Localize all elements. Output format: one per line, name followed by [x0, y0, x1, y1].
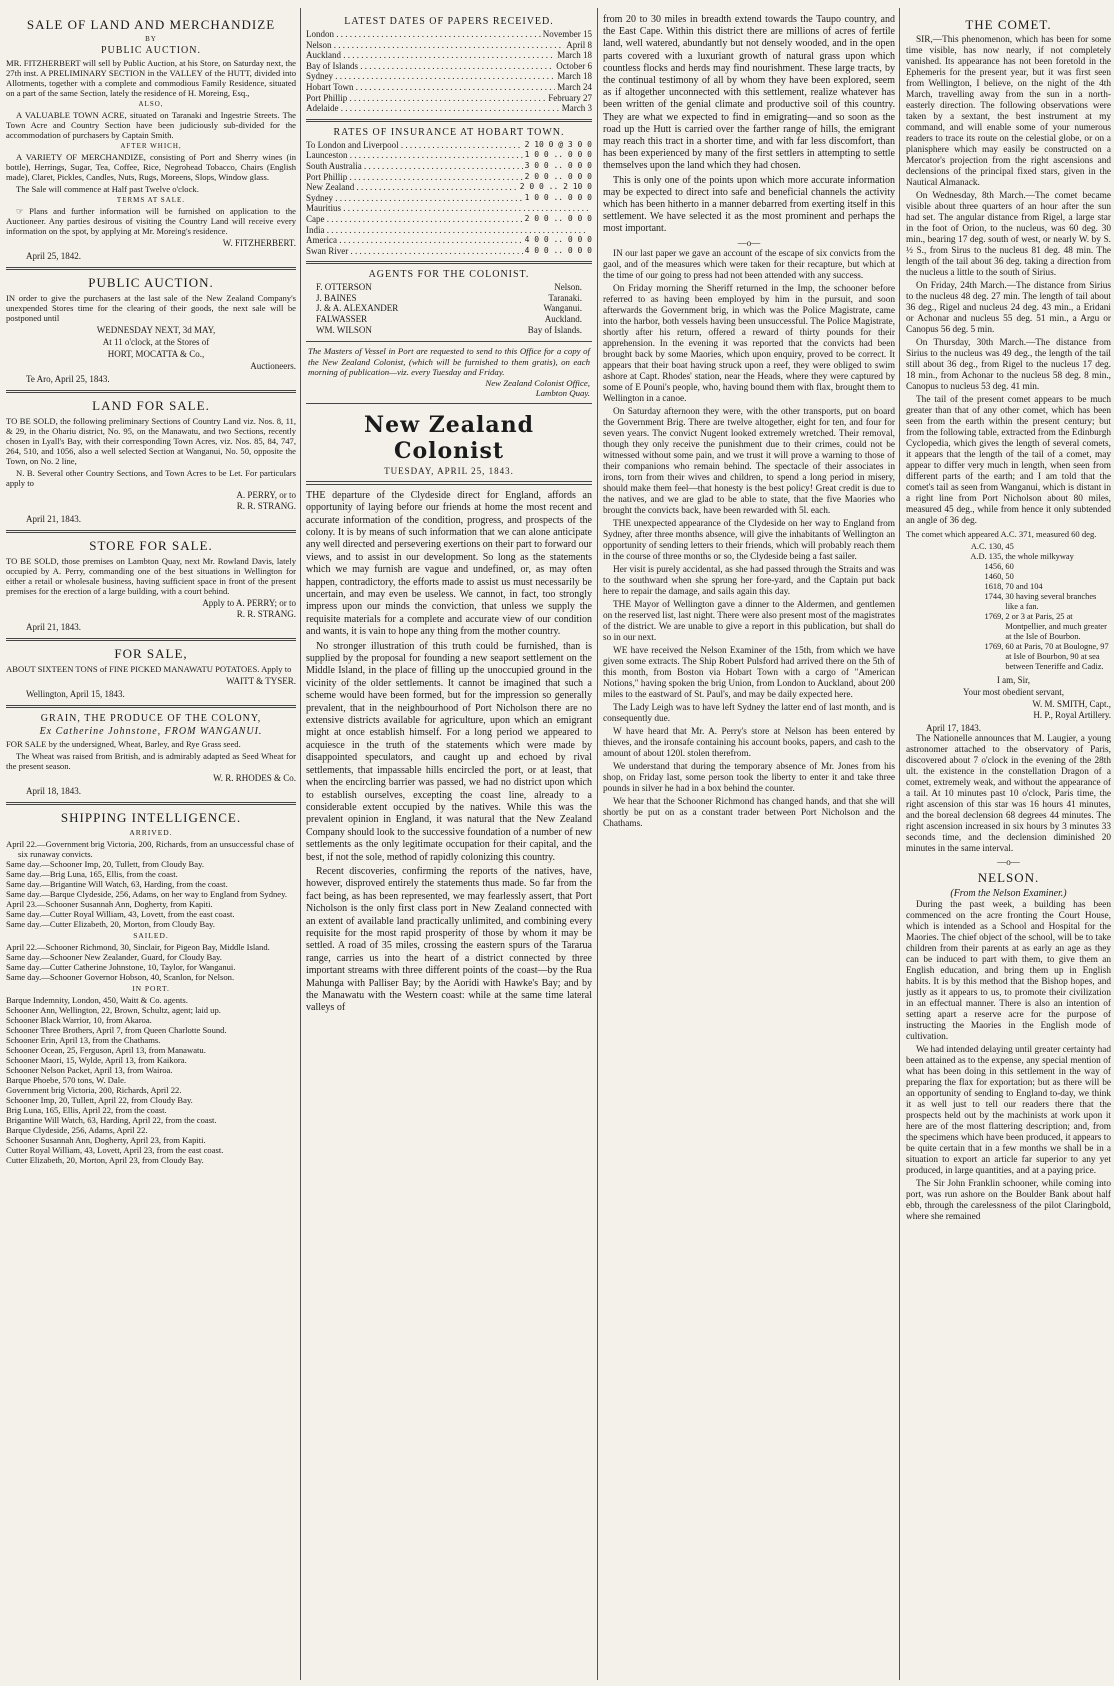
rate-cell	[590, 225, 592, 236]
list-item: Same day.—Cutter Royal William, 43, Lovett, from the east coast.	[6, 909, 235, 919]
place-cell: Launceston . . .	[306, 150, 523, 161]
rate-cell: 4 0 0 .. 0 0 0	[524, 235, 592, 245]
date-cell: March 3	[561, 103, 592, 114]
advert-title: STORE FOR SALE.	[89, 538, 213, 553]
column-2	[306, 14, 592, 1680]
advert-where: At 11 o'clock, at the Stores of	[102, 337, 210, 347]
advert-date: Te Aro, April 25, 1843.	[26, 374, 110, 384]
advert-text: MR. FITZHERBERT will sell by Public Auction, at his Store, on Saturday next, the 27th inst. A PRELIMINARY SECTION in the VALLEY of the HUTT, divided into Allotments, together with a complete and commodious Family Residence, situated on a part of the same Section, lately the residence of H. Moreing, Esq.,	[6, 58, 296, 98]
agent-name-cell: F. OTTERSON	[316, 282, 372, 293]
column-rule	[597, 8, 598, 1680]
table-row	[306, 172, 592, 183]
list-item: Same day.—Brigantine Will Watch, 63, Harding, from the coast.	[6, 879, 228, 889]
year-cell: A.C. 130,	[970, 542, 1004, 551]
advert-date: April 21, 1843.	[26, 622, 81, 632]
list-item: Schooner Three Brothers, April 7, from Queen Charlotte Sound.	[6, 1025, 227, 1035]
advert-title: SALE OF LAND AND MERCHANDIZE	[26, 17, 276, 32]
table-row	[906, 582, 1111, 592]
section-title: AGENTS FOR THE COLONIST.	[368, 269, 530, 281]
place-cell: Bay of Islands . . .	[306, 61, 554, 72]
comet-table-intro: The comet which appeared A.C. 371, measured 60 deg.	[906, 529, 1097, 539]
degree-cell: 60 at Paris, 70 at Boulogne, 97 at Isle of Bourbon, 90 at sea between Teneriffe and Cadiz.	[1005, 642, 1109, 671]
section-title: RATES OF INSURANCE AT HOBART TOWN.	[333, 126, 565, 138]
list-item: Barque Clydeside, 256, Adams, April 22.	[6, 1125, 148, 1135]
list-item: Brig Luna, 165, Ellis, April 22, from the coast.	[6, 1105, 167, 1115]
article-text: The Lady Leigh was to have left Sydney the latter end of last month, and is consequently due.	[603, 702, 895, 724]
table-row	[306, 214, 592, 225]
date-cell: April 8	[566, 39, 592, 50]
article-text: IN our last paper we gave an account of the escape of six convicts from the gaol, and of the measures which were taken for their recapture, but which at the time of our going to press had not been attended with any success.	[603, 248, 895, 281]
place-cell: Hobart Town . . .	[306, 82, 555, 93]
table-row	[306, 40, 592, 51]
column-3	[603, 14, 895, 1680]
table-row	[306, 71, 592, 82]
list-item: Schooner Susannah Ann, Dogherty, April 23, from Kapiti.	[6, 1135, 206, 1145]
list-item: Cutter Elizabeth, 20, Morton, April 23, from Cloudy Bay.	[6, 1155, 204, 1165]
rate-cell: 2 0 0 .. 0 0 0	[524, 213, 592, 223]
place-cell: Port Phillip . . .	[306, 172, 523, 183]
article-text: W have heard that Mr. A. Perry's store at Nelson has been entered by thieves, and the ironsafe containing his account books, papers, and cash to the amount of about 120l. stolen therefrom.	[603, 726, 895, 759]
place-cell: Swan River . . .	[306, 246, 523, 257]
place-cell: Auckland . . .	[306, 50, 555, 61]
sailed-label: SAILED.	[133, 931, 169, 940]
article-text: On Wednesday, 8th March.—The comet became visible about three quarters of an hour after the sun had set. The angular distance from Rigel, a large star in the foot of Orion, to the nucleus, was 60 deg. 30 min., bearing 17 deg. south of west, or nearly W. by S. ½ S., from Sirus to the nucleus 81 deg. 48 min. The length of the tail about 36 deg. taking a direction from the nucleus a little to the south of Sirius.	[906, 191, 1111, 278]
table-row	[306, 29, 592, 40]
land-sale-advert	[6, 398, 296, 525]
advert-who: HORT, MOCATTA & Co.,	[107, 349, 205, 359]
article-text: from 20 to 30 miles in breadth extend towards the Taupo country, and the East Cape. Within this district there are millions of acres of fertile land, well watered, abundantly but not densely wooded, and in the open parts covered with a luxuriant growth of natural grass upon which countless flocks and herds may find nourishment. These large tracts, by the continual testimony of all by whom they have been explored, seem as if altogether unconnected with this settlement, realize whatever has been written of the genial climate and productive soil of this country. They are what we expected to find in emigrating—and so soon as the road up the Hutt is carried over the farther range of hills, the emigrant may reach this tract in a shorter time, and with far less discomfort, than has been experienced by many of the first settlers in attempting to settle themselves upon the land which they had chosen.	[603, 14, 895, 172]
table-row	[306, 150, 592, 161]
letter-closing: Your most obedient servant,	[962, 687, 1065, 697]
advert-when: WEDNESDAY NEXT, 3d MAY,	[96, 325, 216, 335]
article-text: THE unexpected appearance of the Clydeside on her way to England from Sydney, after three months absence, will give the inhabitants of Wellington an opportunity of sending letters to their friends, which will probably reach them in the course of three months or so, the Clydeside being a fast sailer.	[603, 518, 895, 562]
section-title: LATEST DATES OF PAPERS RECEIVED.	[344, 16, 554, 27]
place-cell: America . . .	[306, 235, 523, 246]
list-item: Same day.—Schooner Imp, 20, Tullett, from Cloudy Bay.	[6, 859, 204, 869]
year-cell: 1456,	[984, 562, 1004, 571]
divider	[6, 390, 296, 393]
agent-place-cell: Auckland.	[544, 314, 582, 325]
table-row	[906, 642, 1111, 672]
masthead: New Zealand Colonist	[363, 411, 534, 464]
list-item: April 22.—Government brig Victoria, 200, Richards, from an unsuccessful chase of six runaway convicts.	[6, 839, 295, 859]
list-item: Barque Phoebe, 570 tons, W. Dale.	[6, 1075, 127, 1085]
degree-cell: 2 or 3 at Paris, 25 at Montpellier, and much greater at the Isle of Bourbon.	[1005, 612, 1107, 641]
section-title: NELSON.	[977, 870, 1040, 885]
store-sale-advert	[6, 538, 296, 633]
advert-signature: WAITT & TYSER.	[226, 676, 296, 686]
list-item: Schooner Nelson Packet, April 13, from Wairoa.	[6, 1065, 173, 1075]
advert-terms: TERMS AT SALE.	[116, 196, 186, 204]
advert-signature: Apply to A. PERRY; or to	[202, 598, 296, 608]
advert-signature: W. FITZHERBERT.	[222, 238, 296, 248]
article-text: WE have received the Nelson Examiner of the 15th, from which we have given some extracts. The Ship Robert Pulsford had arrived there on the 5th of this month, from Boston via Hobart Town with a cargo of "American Notions," having spoken the brig Union, from London to Auckland, about 200 miles to the eastward of St. Paul's, and may be daily expected here.	[603, 645, 895, 700]
list-item: Barque Indemnity, London, 450, Waitt & Co. agents.	[6, 995, 188, 1005]
place-cell: Port Phillip . . .	[306, 93, 546, 104]
masters-notice	[306, 341, 592, 404]
advert-date: April 21, 1843.	[26, 514, 81, 524]
article-text: The Sir John Franklin schooner, while coming into port, was run ashore on the Boulder Bank about half ebb, through the carelessness of the pilot Claringbold, where she remained	[906, 1179, 1111, 1222]
date-cell: March 18	[557, 71, 592, 82]
advert-signature: A. PERRY, or to	[236, 490, 296, 500]
table-row	[316, 303, 582, 314]
advert-text: N. B. Several other Country Sections, and Town Acres to be Let. For particulars apply to	[6, 468, 296, 488]
letter-signature: W. M. SMITH, Capt.,	[1032, 699, 1111, 709]
editorial-paragraph: THE departure of the Clydeside direct for England, affords an opportunity of laying before our friends at home the most recent and accurate information of the condition, progress, and prospects of the colony. It is by means of such information that we can alone anticipate any well directed and persevering exertions on their part to forward our views, and to assist in our development. So long as the statements which we may furnish are vague and undefined, or, as may often happen, contradictory, the efforts made to assist us must necessarily be uncertain, and may even be useless. We cannot, in fact, too strongly impress upon our minds the conviction, that unless we supply the requisite materials for a complete and accurate view of our condition and wants, it is vain to hope any thing from the mother country.	[306, 489, 592, 638]
rate-cell: 2 10 0 @ 3 0 0	[524, 139, 592, 149]
year-cell: 1618,	[984, 582, 1004, 591]
advert-signature: R. R. STRANG.	[236, 501, 296, 511]
arrived-list	[6, 839, 296, 929]
table-row	[906, 542, 1111, 552]
place-cell: London . . .	[306, 29, 541, 40]
table-row	[306, 50, 592, 61]
list-item: Schooner Erin, April 13, from the Chathams.	[6, 1035, 161, 1045]
table-row	[906, 562, 1111, 572]
degree-cell: 45	[1005, 542, 1014, 551]
editorial-paragraph: No stronger illustration of this truth could be furnished, than is supplied by the proposal for founding a new seaport settlement on the Middle Island, in the place of filling up the unoccupied ground in the vicinity of the older settlements. It cannot be imagined that such a scheme would have been formed, but for the impression so generally prevalent, that in the neighbourhood of Port Nicholson there are no extensive districts available for agriculture, upon which an emigrant might at once establish himself. For a long period we appeared to acquiesce in the truth of the statements which were made by disappointed speculators, and caught up and echoed by rival settlements, that impassable hills encircled the port, or at least, that when the encircling barrier was passed, we had no district upon which to establish ourselves, excepting the coast line, already to a considerable extent occupied by the natives. While this was the prevalent opinion in England, it was natural that the New Zealand Company should look to the successive foundation of a number of new settlements as the only legitimate occupation for their capital, and the best, if not the sole, method of rapidly colonizing this country.	[306, 640, 592, 863]
advert-text: FOR SALE by the undersigned, Wheat, Barley, and Rye Grass seed.	[6, 739, 241, 749]
date-cell: February 27	[548, 92, 592, 103]
advert-text: A VALUABLE TOWN ACRE, situated on Taranaki and Ingestrie Streets. The Town Acre and Country Section have been judiciously sub-divided for the accommodation of purchasers by Captain Smith.	[6, 110, 296, 140]
degree-cell: the whole milkyway	[1005, 552, 1074, 561]
advert-title: GRAIN, THE PRODUCE OF THE COLONY,	[40, 713, 262, 724]
list-item: Same day.—Barque Clydeside, 256, Adams, on her way to England from Sydney.	[6, 889, 287, 899]
table-row	[306, 225, 592, 236]
table-row	[316, 293, 582, 304]
agent-place-cell: Wanganui.	[543, 303, 582, 314]
advert-after: AFTER WHICH,	[120, 142, 182, 150]
advert-text: The Sale will commence at Half past Twelve o'clock.	[16, 184, 199, 194]
table-row	[306, 193, 592, 204]
table-row	[316, 325, 582, 336]
column-rule	[899, 8, 900, 1680]
place-cell: Adelaide . . .	[306, 103, 560, 114]
date-cell: November 15	[542, 29, 592, 39]
agent-place-cell: Taranaki.	[548, 292, 582, 303]
agent-name-cell: J. BAINES	[316, 292, 357, 303]
article-text: This is only one of the points upon which more accurate information may be expected to direct into safe and beneficial channels the activity which has been hitherto in a manner debarred from exerting itself in this settlement. We have selected it as the most prominent and perhaps the most important.	[603, 174, 895, 235]
notice-signature: Lambton Quay.	[535, 388, 590, 399]
papers-table	[306, 16, 592, 114]
letter-closing: I am, Sir,	[996, 675, 1031, 685]
advert-text: The Wheat was raised from British, and is admirably adapted as Seed Wheat for the present season.	[6, 751, 296, 771]
article-text: Her visit is purely accidental, as she had passed through the Straits and was to the southward when she sprung her fore-yard, and the Captain put back here to repair the damage, and sails again this day.	[603, 564, 895, 597]
divider	[6, 267, 296, 270]
rate-cell: 1 0 0 .. 0 0 0	[524, 150, 592, 160]
article-text: THE Mayor of Wellington gave a dinner to the Aldermen, and gentlemen on the reserved list, last night. There were also present most of the magistrates of the district. We are unable to give a report in this publication, but shall do so in our next.	[603, 599, 895, 643]
rate-cell: 3 0 0 .. 0 0 0	[524, 160, 592, 170]
list-item: Government brig Victoria, 200, Richards, April 22.	[6, 1085, 182, 1095]
table-row	[316, 282, 582, 293]
editorial	[306, 490, 592, 1015]
list-item: Schooner Maori, 15, Wylde, April 13, from Kaikora.	[6, 1055, 187, 1065]
rate-cell	[590, 203, 592, 214]
table-row	[906, 592, 1111, 612]
column-4	[906, 14, 1111, 1680]
advert-title: FOR SALE,	[114, 646, 188, 661]
rate-cell: 1 0 0 .. 0 0 0	[524, 192, 592, 202]
place-cell: Sydney . . .	[306, 193, 523, 204]
place-cell: Cape . . .	[306, 214, 523, 225]
letter-date: April 17, 1843.	[926, 723, 981, 733]
advert-text: TO BE SOLD, those premises on Lambton Quay, next Mr. Rowland Davis, lately occupied by A. Perry, commanding one of the best situations in Wellington for either a retail or wholesale business, having sufficient space in front of the present premises for the erection of a large building, with a court behind.	[6, 556, 296, 596]
insurance-rows	[306, 140, 592, 257]
advert-signature: W. R. RHODES & Co.	[213, 773, 296, 783]
table-row	[306, 140, 592, 151]
papers-rows	[306, 29, 592, 114]
place-cell: India . . .	[306, 225, 590, 236]
place-cell: Sydney . . .	[306, 71, 555, 82]
article-text: On Friday, 24th March.—The distance from Sirius to the nucleus 48 deg. 27 min. The length of tail about 36 deg., Rigel and nucleus 24 deg. 43 min., a Eridani or Achonar and nucleus 55 deg. 51 min., a Argu or Canopus 56 deg. 5 min.	[906, 281, 1111, 335]
divider	[306, 481, 592, 485]
notice-text: The Masters of Vessel in Port are requested to send to this Office for a copy of the New Zealand Colonist, (which will be furnished to them gratis), on each morning of publication—viz. every Tuesday and Friday.	[308, 346, 590, 378]
agent-name-cell: WM. WILSON	[316, 324, 372, 335]
place-cell: Nelson . . .	[306, 40, 564, 51]
advert-title: LAND FOR SALE.	[92, 398, 210, 413]
sale-land-advert	[6, 17, 296, 262]
table-row	[306, 82, 592, 93]
table-row	[306, 246, 592, 257]
place-cell: Mauritius . . .	[306, 203, 590, 214]
list-item: Schooner Ann, Wellington, 22, Brown, Schultz, agent; laid up.	[6, 1005, 221, 1015]
rate-cell: 2 0 0 .. 2 10 0	[519, 182, 592, 192]
comet-table	[906, 542, 1111, 672]
list-item: Schooner Ocean, 25, Ferguson, April 13, from Manawatu.	[6, 1045, 206, 1055]
divider	[6, 802, 296, 805]
letter-signature: H. P., Royal Artillery.	[1033, 710, 1111, 720]
section-divider: —o—	[997, 857, 1020, 867]
table-row	[306, 235, 592, 246]
advert-date: April 25, 1842.	[26, 251, 81, 261]
advert-text: ☞ Plans and further information will be furnished on application to the Auctioneer. Any parties desirous of visiting the Country Land will receive every information on the spot, by applying at Mr. Moreing's residence.	[6, 206, 296, 236]
column-rule	[300, 8, 301, 1680]
advert-by: BY	[145, 35, 157, 43]
list-item: Same day.—Schooner New Zealander, Guard, for Cloudy Bay.	[6, 952, 222, 962]
advert-text: ABOUT SIXTEEN TONS of FINE PICKED MANAWATU POTATOES. Apply to	[6, 664, 292, 674]
divider	[6, 705, 296, 708]
inport-list	[6, 995, 296, 1165]
place-cell: New Zealand . . .	[306, 182, 518, 193]
section-title: SHIPPING INTELLIGENCE.	[60, 810, 242, 825]
agent-place-cell: Bay of Islands.	[527, 324, 582, 335]
table-row	[906, 552, 1111, 562]
list-item: Same day.—Schooner Governor Hobson, 40, Scanlon, for Nelson.	[6, 972, 235, 982]
list-item: Same day.—Cutter Elizabeth, 20, Morton, from Cloudy Bay.	[6, 919, 215, 929]
for-sale-advert	[6, 646, 296, 700]
agent-name-cell: FALWASSER	[316, 314, 368, 325]
table-row	[906, 612, 1111, 642]
list-item: Cutter Royal William, 43, Lovett, April 23, from the east coast.	[6, 1145, 224, 1155]
year-cell: A.D. 135,	[970, 552, 1004, 561]
advert-date: Wellington, April 15, 1843.	[26, 689, 125, 699]
advert-title: PUBLIC AUCTION.	[88, 275, 214, 290]
insurance-table	[306, 127, 592, 257]
article-text: On Thursday, 30th March.—The distance from Sirius to the nucleus was 49 deg., the length of the tail still about 36 deg., from Rigel to the nucleus 17 deg. 18 min., from Achonar to the nucleus 58 deg. 8 min., Canopus to nucleus 53 deg. 41 min.	[906, 338, 1111, 392]
sailed-list	[6, 942, 296, 982]
divider	[6, 530, 296, 533]
place-cell: To London and Liverpool . . .	[306, 140, 523, 151]
rate-cell: 4 0 0 .. 0 0 0	[524, 245, 592, 255]
divider	[306, 119, 592, 122]
table-row	[306, 182, 592, 193]
article-text: The tail of the present comet appears to be much greater than that of any other comet, which has been seen from the earth within the present century; but from the following table, extracted from the Edinburgh Cyclopedia, which gives the length of several comets, it appears that the length of the tail of a comet, may appear to differ very much in length, when seen from different parts of the earth; and I am told that the comet's tail as seen from Wanganui, which is distant in a right line from Port Nicholson about 80 miles, measured 45 deg., while from hence it only subtended an angle of 36 deg.	[906, 395, 1111, 526]
agents-rows	[306, 282, 592, 335]
degree-cell: 60	[1005, 562, 1014, 571]
article-text: During the past week, a building has been commenced on the acre fronting the Court House, which is intended as a School and Hospital for the Maories. The chief object of the school, will be to take children from their parents at as early an age as they can be induced to part with them, to give them an English education, and bring them up in English habits. It is by this method that the Bishop hopes, and justly as it appears to us, to promote their civilization in an effectual manner. There is also an intention of setting apart a reserve acre for the purpose of instructing the Maories in the English mode of cultivation.	[906, 900, 1111, 1042]
list-item: April 23.—Schooner Susannah Ann, Dogherty, from Kapiti.	[6, 899, 213, 909]
year-cell: 1460,	[984, 572, 1004, 581]
article-text: On Saturday afternoon they were, with the other transports, put on board the Government Brig. There are twelve altogether, eight for ten, and four for seven years. The convict Nugent looked extremely wretched. Their removal, though they only receive the punishment due to their crimes, could not be witnessed without some pain, and we trust it will prove a warning to those of their companions who remain behind. The spectacle of their associates in irons, torn from their wives and children, to spend a long period in misery, should make them feel—that honesty is the best policy! Great credit is due to the natives, and we are glad to be able to state, that the five Maories who brought the convicts back, have been rewarded with 5l. each.	[603, 406, 895, 516]
arrived-label: ARRIVED.	[129, 828, 173, 837]
article-text: We had intended delaying until greater certainty had been attained as to the expense, any special mention of what has been doing in this settlement in the way of preparing the flax for exportation; but as there will be an opportunity of sending to England to-day, we think it as well just to tell our readers there that the prospects held out by the machinists at work upon it here are of the most flattering description; and, from the specimens which have been produced, it appears to be quite certain that in a few months we shall be in a situation to export an article far superior to any yet produced, in large quantities, and at a paying price.	[906, 1045, 1111, 1176]
article-text: We hear that the Schooner Richmond has changed hands, and that she will shortly be put on as a constant trader between Port Nicholson and the Chathams.	[603, 796, 895, 829]
editorial-paragraph: Recent discoveries, confirming the reports of the natives, have, however, disproved entirely the statements thus made. So far from the fact being, as has been represented, we may fearlessly assert, that Port Nicholson is the only first class port in New Zealand connected with an extent of available land practically unlimited, and combining every requisite for the most rapid prosperity of those by whom it may be settled. A road of 35 miles, crossing the eastern spurs of the Tararua range, carries us into the heart of a district connected by three important streams with three different points of the coast—by the Rua Mahunga with Palliser Bay; by the Aoridi with Hawke's Bay; and by the Manawatu with the Western coast: while at the same time lateral valleys of	[306, 865, 592, 1014]
advert-role: Auctioneers.	[250, 361, 296, 371]
table-row	[306, 161, 592, 172]
list-item: Schooner Black Warrior, 10, from Akaroa.	[6, 1015, 152, 1025]
advert-text: IN order to give the purchasers at the last sale of the New Zealand Company's unexpended Stores time for the clearing of their goods, the next sale will be postponed until	[6, 293, 296, 323]
advert-text: A VARIETY OF MERCHANDIZE, consisting of Port and Sherry wines (in bottle), Herrings, Sugar, Tea, Coffee, Rice, Negrohead Tobacco, Chairs (English made), Claret, Pickles, Candles, Nuts, Rugs, Moreens, Slops, Window glass.	[6, 152, 296, 182]
advert-text: TO BE SOLD, the following preliminary Sections of Country Land viz. Nos. 8, 11, & 29, in the Ohariu district, No. 95, on the Manawatu, and two Sections, recently chosen in Lyall's Bay, with their corresponding Town Acres, viz. Nos. 85, 84, 747, 264, 510, and 1056, also a well selected Section at Wanganui, No. 50, opposite the Town, on No. 2 line,	[6, 416, 296, 466]
place-cell: South Australia . . .	[306, 161, 523, 172]
table-row	[306, 203, 592, 214]
table-row	[316, 314, 582, 325]
agent-place-cell: Nelson.	[554, 282, 582, 293]
date-cell: March 18	[557, 50, 592, 61]
degree-cell: 50	[1005, 572, 1014, 581]
article-text: We understand that during the temporary absence of Mr. Jones from his shop, on Friday last, some person took the liberty to enter it and take three pounds in silver he had in a box behind the counter.	[603, 761, 895, 794]
agents-table	[306, 269, 592, 335]
list-item: April 22.—Schooner Richmond, 30, Sinclair, for Pigeon Bay, Middle Island.	[6, 942, 270, 952]
section-divider: —o—	[737, 237, 761, 248]
section-subtitle: (From the Nelson Examiner.)	[950, 888, 1067, 899]
degree-cell: 70 and 104	[1005, 582, 1043, 591]
list-item: Same day.—Brig Luna, 165, Ellis, from the coast.	[6, 869, 178, 879]
shipping-intelligence	[6, 810, 296, 1165]
divider	[6, 638, 296, 641]
date-cell: October 6	[556, 60, 592, 71]
date-cell: March 24	[557, 81, 592, 92]
table-row	[906, 572, 1111, 582]
table-row	[306, 103, 592, 114]
article-text: On Friday morning the Sheriff returned in the Imp, the schooner before referred to as having been employed by him in the pursuit, and soon afterwards the Government brig, in which was the Police Magistrate, came into the harbor, both vessels having been unsuccessful. The Police Magistrate, shortly after his return, offered a reward of thirty pounds for their apprehension. In the evening it was reported that the convicts had been brought back by some Maories, which upon enquiry, proved to be correct. It appears that their boat having struck upon a reef, they were obliged to swim ashore at Capt. Rhodes' station, near the Heads, where they were captured by some of E Pouni's people, who, having bound them with flax, brought them to Wellington in a canoe.	[603, 283, 895, 404]
year-cell: 1769,	[984, 642, 1004, 651]
advert-subtitle: PUBLIC AUCTION.	[100, 45, 201, 56]
public-auction-advert	[6, 275, 296, 385]
article-text: The Nationelle announces that M. Laugier, a young astronomer attached to the observatory of Paris, discovered about 7 o'clock in the evening of the 28th ult. the existence in the constellation Dragon of a comet, extremely weak, and without the appearance of a tail. At 10 minutes past 10 o'clock, Paris time, the right ascension of this star was 16 hours 41 minutes, and the boreal declension 68 degrees 44 minutes. The right ascension increased in six hours by 3 minutes 33 seconds time, and the declension diminished 20 minutes in the same interval.	[906, 734, 1111, 854]
dateline: TUESDAY, APRIL 25, 1843.	[384, 465, 514, 476]
table-row	[306, 61, 592, 72]
year-cell: 1769,	[984, 612, 1004, 621]
divider	[306, 261, 592, 264]
article-text: SIR,—This phenomenon, which has been for some time visible, has now nearly, if not completely vanished. Its appearance has not been foretold in the Ephemeris for the present year, but it was first seen from Wellington, I believe, on the night of the 4th March, travelling away from the sun in a north-easterly direction. The following observations were taken by a sextant, the best instrument at my command, and will enable some of your numerous readers to trace its route on the celestial globe, or on a planisphere which may easily be constructed on a Mercator's projection from the right ascensions and declensions of the principal fixed stars, given in the Nautical Almanack.	[906, 35, 1111, 188]
degree-cell: 30 having several branches like a fan.	[1005, 592, 1097, 611]
list-item: Schooner Imp, 20, Tullett, April 22, from Cloudy Bay.	[6, 1095, 193, 1105]
column-1	[6, 14, 296, 1680]
agent-name-cell: J. & A. ALEXANDER	[316, 303, 399, 314]
advert-also: ALSO,	[138, 100, 164, 108]
inport-label: IN PORT.	[132, 984, 170, 993]
advert-date: April 18, 1843.	[26, 786, 81, 796]
year-cell: 1744,	[984, 592, 1004, 601]
list-item: Brigantine Will Watch, 63, Harding, April 22, from the coast.	[6, 1115, 217, 1125]
rate-cell: 2 0 0 .. 0 0 0	[524, 171, 592, 181]
table-row	[306, 93, 592, 104]
grain-advert	[6, 713, 296, 797]
advert-signature: R. R. STRANG.	[236, 609, 296, 619]
advert-subtitle: Ex Catherine Johnstone, FROM WANGANUI.	[39, 726, 263, 737]
list-item: Same day.—Cutter Catherine Johnstone, 10, Taylor, for Wanganui.	[6, 962, 236, 972]
section-title: THE COMET.	[965, 17, 1052, 32]
notice-signature: New Zealand Colonist Office,	[485, 377, 590, 388]
